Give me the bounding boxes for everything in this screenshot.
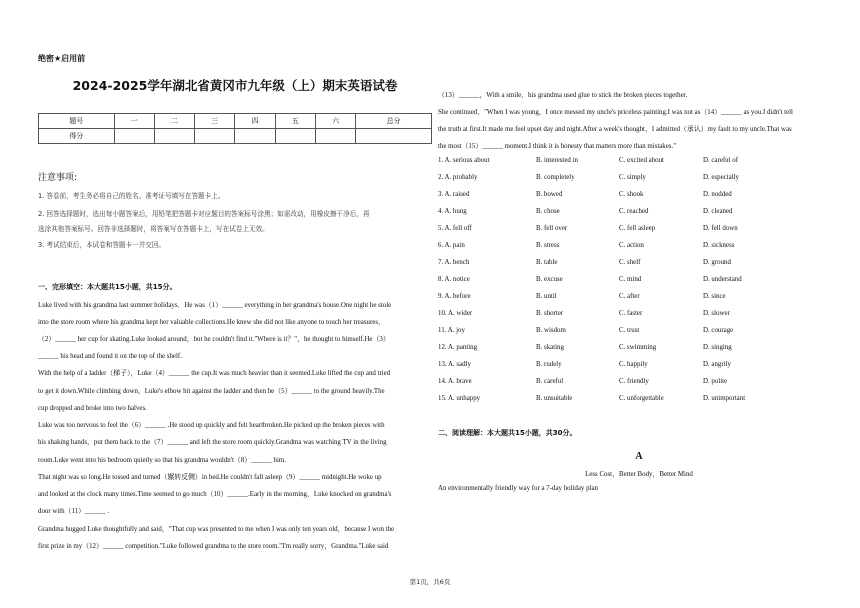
score-cell: 五	[275, 114, 315, 129]
option-b: B. bowed	[536, 191, 563, 198]
option-row	[438, 358, 840, 375]
option-row	[438, 256, 840, 273]
option-c: C. unforgettable	[619, 395, 664, 402]
option-d: D. nodded	[703, 191, 732, 198]
option-b: B. until	[536, 293, 557, 300]
option-b: B. excuse	[536, 276, 563, 283]
option-c: C. mind	[619, 276, 642, 283]
option-d: D. unimportant	[703, 395, 746, 402]
passage-line: With the help of a ladder（梯子），Luke（4）______ the cup.It was much heavier than it seemed.Luke lifted the cup and tried	[38, 370, 391, 377]
notice-item: 2. 回答选择题时，选出每小题答案后，用铅笔把答题卡对应题目的答案标号涂黑；如需改动，用橡皮擦干净后，再	[38, 210, 370, 218]
passage-line: cup dropped and broke into two halves.	[38, 405, 147, 412]
option-row	[438, 375, 840, 392]
score-blank	[114, 129, 154, 144]
notice-title: 注意事项:	[38, 173, 78, 183]
option-c: C. fell asleep	[619, 225, 656, 232]
option-row	[438, 392, 840, 409]
option-c: C. happily	[619, 361, 648, 368]
option-row	[438, 171, 840, 188]
passage-line: （2）______ her cup for skating.Luke looked around，but he couldn't find it."Where is it？"，he thought to himself.He（3）	[38, 336, 390, 343]
passage-line: Luke lived with his grandma last summer holidays．He was（1）______ everything in her grandma's house.One night he stole	[38, 302, 392, 309]
option-a: 4. A. hung	[438, 208, 467, 215]
option-b: B. completely	[536, 174, 575, 181]
option-a: 1. A. serious about	[438, 157, 490, 164]
passage-line: room.Luke went into his bedroom quietly so that his grandma wouldn't（8）______ him.	[38, 457, 286, 464]
option-a: 2. A. probably	[438, 174, 478, 181]
option-row	[438, 341, 840, 358]
option-d: D. fell down	[703, 225, 738, 232]
passage-line: his shaking hands，put them back to the（7）______ and left the store room quickly.Grandma was watching TV in the living	[38, 439, 387, 446]
score-table	[38, 113, 432, 144]
passage-line: ______ his head and found it on the top of the shelf.	[38, 353, 182, 360]
passage-line: into the store room where his grandma kept her valuable collections.He knew she did not like anyone to touch her treasures，	[38, 319, 385, 326]
option-b: B. careful	[536, 378, 564, 385]
passage-line: the truth at first.It made me feel upset day and night.After a week's thought，I admitted（承认）my fault to my uncle.That was	[438, 126, 792, 133]
passage-line: She continued，"When I was young，I once messed my uncle's priceless painting.I was not as（14）______ as you.I didn't tell	[438, 109, 793, 116]
section2-heading: 二、阅读理解：本大题共15小题，共30分。	[438, 429, 577, 437]
passage-line: That night was so long.He tossed and turned（辗转反侧）in bed.He couldn't fall asleep（9）______ midnight.He woke up	[38, 474, 382, 481]
score-blank	[195, 129, 235, 144]
option-d: D. polite	[703, 378, 728, 385]
option-c: C. action	[619, 242, 644, 249]
score-cell: 总分	[356, 114, 432, 129]
score-blank	[316, 129, 356, 144]
score-cell: 二	[154, 114, 194, 129]
option-a: 13. A. sadly	[438, 361, 471, 368]
option-a: 5. A. fell off	[438, 225, 472, 232]
passage-line: and looked at the clock many times.Time seemed to go much（10）______.Early in the morning，Luke knocked on grandma's	[38, 491, 392, 498]
passage-line: （13）______，With a smile，his grandma used glue to stick the broken pieces together.	[438, 92, 688, 99]
option-a: 10. A. wider	[438, 310, 473, 317]
option-a: 11. A. joy	[438, 327, 465, 334]
confidential-label: 绝密★启用前	[38, 54, 86, 63]
option-b: B. skating	[536, 344, 564, 351]
reading-subtitle: Less Cost，Better Body，Better Mind	[585, 471, 693, 478]
option-b: B. interested in	[536, 157, 578, 164]
option-c: C. swimming	[619, 344, 657, 351]
option-row	[438, 307, 840, 324]
notice-item: 1. 答卷前，考生务必将自己的姓名、准考证号填写在答题卡上。	[38, 192, 225, 200]
option-c: C. simply	[619, 174, 646, 181]
score-cell: 六	[316, 114, 356, 129]
option-a: 15. A. unhappy	[438, 395, 481, 402]
reading-first-line: An environmentally friendly way for a 7-day holiday plan	[438, 485, 598, 492]
option-a: 3. A. raised	[438, 191, 470, 198]
option-d: D. slower	[703, 310, 730, 317]
notice-item: 3. 考试结束后，本试卷和答题卡一并交回。	[38, 241, 166, 249]
option-d: D. sickness	[703, 242, 735, 249]
option-row	[438, 222, 840, 239]
option-c: C. faster	[619, 310, 643, 317]
option-c: C. shelf	[619, 259, 641, 266]
option-row	[438, 324, 840, 341]
score-blank	[356, 129, 432, 144]
option-a: 12. A. panting	[438, 344, 478, 351]
option-b: B. chose	[536, 208, 560, 215]
score-cell: 题号	[39, 114, 115, 129]
option-b: B. fell over	[536, 225, 568, 232]
score-blank	[154, 129, 194, 144]
option-a: 9. A. before	[438, 293, 471, 300]
option-b: B. stress	[536, 242, 560, 249]
passage-line: to get it down.While climbing down，Luke's elbow hit against the ladder and then he（5）______ to the ground heavily.The	[38, 388, 385, 395]
option-b: B. wisdom	[536, 327, 566, 334]
passage-line: the most（15）______ moment.I think it is honesty that matters more than mistakes."	[438, 143, 677, 150]
option-row	[438, 239, 840, 256]
score-blank	[275, 129, 315, 144]
score-table-header-row	[39, 114, 432, 129]
option-a: 14. A. brave	[438, 378, 472, 385]
passage-line: Luke was too nervous to feel the（6）______ .He stood up quickly and felt heartbroken.He picked up the broken pieces with	[38, 422, 385, 429]
option-a: 6. A. pain	[438, 242, 465, 249]
option-c: C. trust	[619, 327, 640, 334]
page-footer: 第1页，共6页	[409, 578, 451, 586]
option-c: C. after	[619, 293, 640, 300]
section1-heading: 一、完形填空：本大题共15小题，共15分。	[38, 283, 177, 291]
score-cell: 得分	[39, 129, 115, 144]
option-row	[438, 154, 840, 171]
option-row	[438, 205, 840, 222]
option-c: C. excited about	[619, 157, 664, 164]
score-cell: 三	[195, 114, 235, 129]
notice-item: 选涂其他答案标号。回答非选择题时，将答案写在答题卡上，写在试卷上无效。	[38, 225, 269, 233]
score-cell: 一	[114, 114, 154, 129]
reading-part-label: A	[635, 451, 643, 462]
option-d: D. courage	[703, 327, 734, 334]
passage-line: Grandma hugged Luke thoughtfully and said，"That cup was presented to me when I was only ten years old，because I won the	[38, 526, 395, 533]
option-a: 8. A. notice	[438, 276, 470, 283]
score-table-score-row	[39, 129, 432, 144]
option-b: B. rudely	[536, 361, 562, 368]
passage-line: first prize in my（12）______ competition."Luke followed grandma to the store room."I'm really sorry，Grandma."Luke said	[38, 543, 389, 550]
option-c: C. shook	[619, 191, 644, 198]
option-d: D. especially	[703, 174, 739, 181]
option-d: D. careful of	[703, 157, 739, 164]
option-row	[438, 290, 840, 307]
option-c: C. reached	[619, 208, 649, 215]
option-d: D. understand	[703, 276, 742, 283]
page-title: 2024-2025学年湖北省黄冈市九年级（上）期末英语试卷	[72, 78, 398, 93]
score-blank	[235, 129, 275, 144]
option-b: B. unsuitable	[536, 395, 573, 402]
options-list	[438, 154, 840, 409]
option-d: D. singing	[703, 344, 732, 351]
passage-line: door with（11）______ .	[38, 508, 110, 515]
option-c: C. friendly	[619, 378, 649, 385]
option-d: D. cleaned	[703, 208, 733, 215]
option-b: B. table	[536, 259, 558, 266]
option-a: 7. A. bench	[438, 259, 470, 266]
option-d: D. ground	[703, 259, 731, 266]
option-d: D. angrily	[703, 361, 731, 368]
score-cell: 四	[235, 114, 275, 129]
option-d: D. since	[703, 293, 726, 300]
option-b: B. shorter	[536, 310, 564, 317]
option-row	[438, 188, 840, 205]
option-row	[438, 273, 840, 290]
